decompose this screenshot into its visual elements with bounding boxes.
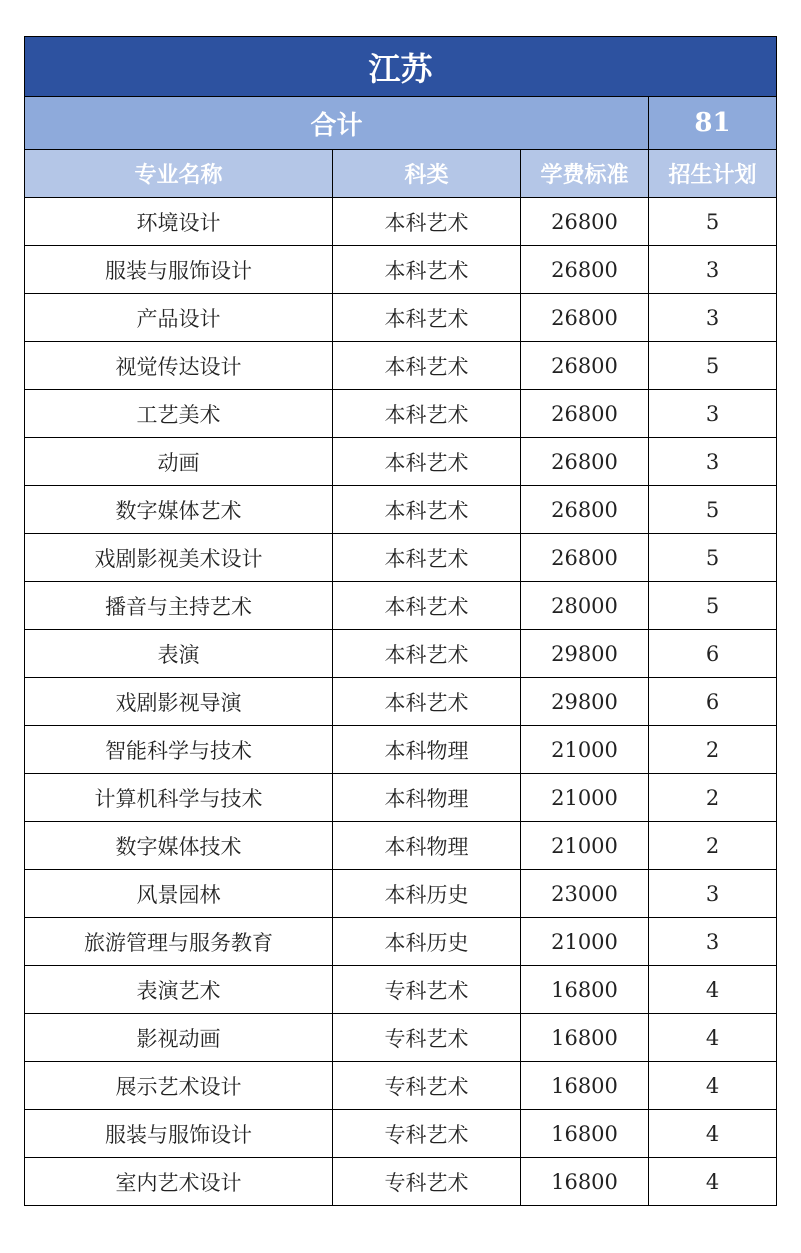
table-row [25,438,777,486]
category-cell: 本科艺术 [333,630,521,678]
major-cell: 环境设计 [25,198,333,246]
category-cell: 本科艺术 [333,486,521,534]
enrollment-table [24,36,777,1206]
table-row [25,246,777,294]
category-cell: 本科物理 [333,822,521,870]
table-row [25,678,777,726]
tuition-cell: 29800 [521,678,649,726]
category-cell: 本科艺术 [333,582,521,630]
plan-cell: 5 [649,342,777,390]
plan-cell: 3 [649,246,777,294]
tuition-cell: 16800 [521,1062,649,1110]
plan-cell: 3 [649,870,777,918]
major-cell: 计算机科学与技术 [25,774,333,822]
plan-cell: 3 [649,438,777,486]
category-cell: 本科物理 [333,726,521,774]
plan-cell: 6 [649,630,777,678]
title-row [25,37,777,97]
major-cell: 服装与服饰设计 [25,1110,333,1158]
category-cell: 本科物理 [333,774,521,822]
tuition-cell: 28000 [521,582,649,630]
tuition-cell: 21000 [521,726,649,774]
tuition-cell: 26800 [521,438,649,486]
table-row [25,630,777,678]
tuition-cell: 21000 [521,774,649,822]
major-cell: 服装与服饰设计 [25,246,333,294]
table-row [25,966,777,1014]
column-header-tuition: 学费标准 [521,150,649,198]
table-row [25,1158,777,1206]
category-cell: 本科艺术 [333,678,521,726]
table-row [25,486,777,534]
tuition-cell: 26800 [521,390,649,438]
major-cell: 影视动画 [25,1014,333,1062]
major-cell: 展示艺术设计 [25,1062,333,1110]
plan-cell: 2 [649,822,777,870]
category-cell: 本科艺术 [333,198,521,246]
table-row [25,534,777,582]
table-row [25,294,777,342]
major-cell: 智能科学与技术 [25,726,333,774]
table-row [25,1110,777,1158]
major-cell: 动画 [25,438,333,486]
tuition-cell: 16800 [521,1158,649,1206]
major-cell: 风景园林 [25,870,333,918]
table-row [25,870,777,918]
category-cell: 本科历史 [333,918,521,966]
plan-cell: 2 [649,726,777,774]
tuition-cell: 16800 [521,1110,649,1158]
tuition-cell: 16800 [521,966,649,1014]
plan-cell: 2 [649,774,777,822]
table-row [25,774,777,822]
plan-cell: 4 [649,966,777,1014]
category-cell: 本科艺术 [333,246,521,294]
major-cell: 播音与主持艺术 [25,582,333,630]
plan-cell: 5 [649,534,777,582]
table-title: 江苏 [25,37,777,97]
plan-cell: 5 [649,582,777,630]
table-row [25,1062,777,1110]
table-row [25,726,777,774]
table-row [25,582,777,630]
tuition-cell: 21000 [521,918,649,966]
major-cell: 数字媒体艺术 [25,486,333,534]
plan-cell: 3 [649,390,777,438]
table-row [25,918,777,966]
tuition-cell: 16800 [521,1014,649,1062]
major-cell: 戏剧影视美术设计 [25,534,333,582]
header-row [25,150,777,198]
major-cell: 戏剧影视导演 [25,678,333,726]
table-row [25,822,777,870]
total-row [25,97,777,150]
major-cell: 产品设计 [25,294,333,342]
major-cell: 表演艺术 [25,966,333,1014]
tuition-cell: 23000 [521,870,649,918]
major-cell: 室内艺术设计 [25,1158,333,1206]
plan-cell: 4 [649,1014,777,1062]
category-cell: 本科艺术 [333,438,521,486]
major-cell: 视觉传达设计 [25,342,333,390]
category-cell: 专科艺术 [333,1062,521,1110]
total-label: 合计 [25,97,649,150]
total-value: 81 [649,97,777,150]
plan-cell: 6 [649,678,777,726]
major-cell: 工艺美术 [25,390,333,438]
plan-cell: 4 [649,1062,777,1110]
tuition-cell: 21000 [521,822,649,870]
plan-cell: 5 [649,486,777,534]
category-cell: 本科艺术 [333,390,521,438]
column-header-major: 专业名称 [25,150,333,198]
category-cell: 专科艺术 [333,966,521,1014]
category-cell: 本科历史 [333,870,521,918]
tuition-cell: 26800 [521,294,649,342]
tuition-cell: 26800 [521,342,649,390]
plan-cell: 5 [649,198,777,246]
category-cell: 本科艺术 [333,342,521,390]
major-cell: 表演 [25,630,333,678]
category-cell: 专科艺术 [333,1158,521,1206]
category-cell: 专科艺术 [333,1014,521,1062]
tuition-cell: 29800 [521,630,649,678]
tuition-cell: 26800 [521,486,649,534]
table-row [25,198,777,246]
category-cell: 本科艺术 [333,534,521,582]
category-cell: 本科艺术 [333,294,521,342]
plan-cell: 4 [649,1110,777,1158]
plan-cell: 3 [649,918,777,966]
table-row [25,1014,777,1062]
tuition-cell: 26800 [521,246,649,294]
major-cell: 旅游管理与服务教育 [25,918,333,966]
tuition-cell: 26800 [521,198,649,246]
table-row [25,390,777,438]
major-cell: 数字媒体技术 [25,822,333,870]
plan-cell: 3 [649,294,777,342]
column-header-category: 科类 [333,150,521,198]
category-cell: 专科艺术 [333,1110,521,1158]
tuition-cell: 26800 [521,534,649,582]
plan-cell: 4 [649,1158,777,1206]
table-row [25,342,777,390]
column-header-plan: 招生计划 [649,150,777,198]
